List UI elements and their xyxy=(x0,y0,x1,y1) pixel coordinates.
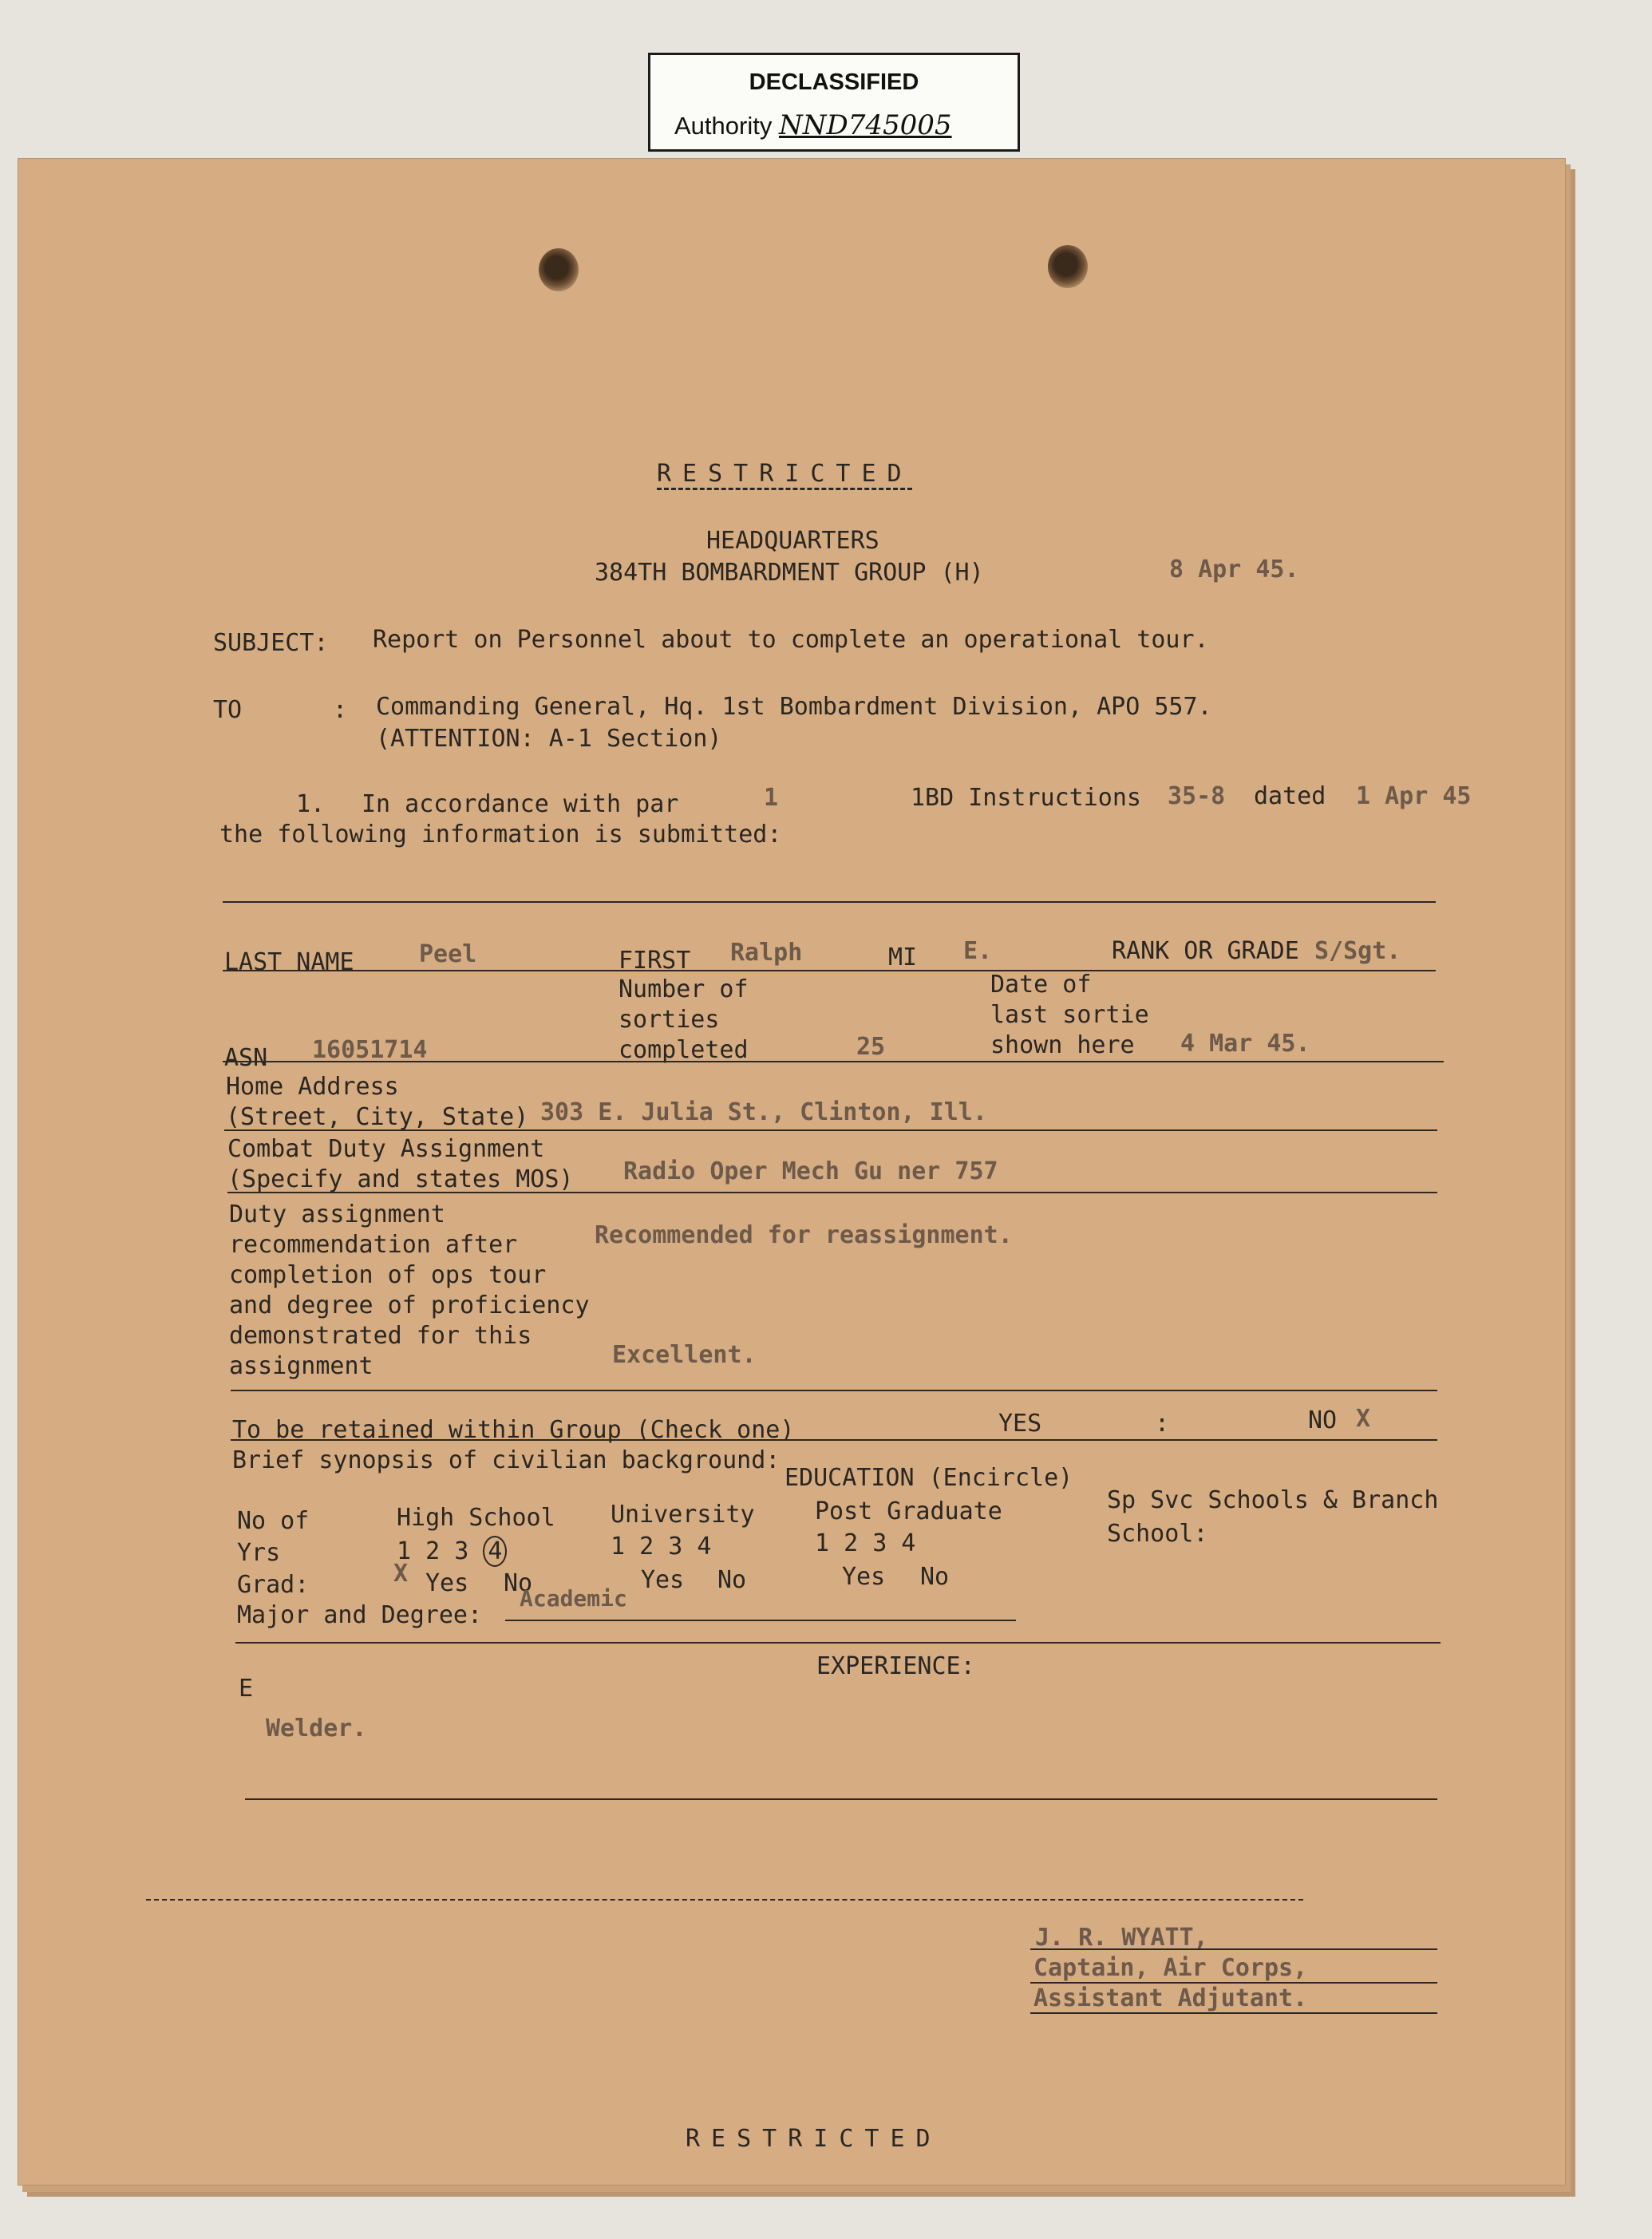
para-text-a: In accordance with par xyxy=(362,790,679,818)
authority-label: Authority xyxy=(674,112,773,140)
rank-value: S/Sgt. xyxy=(1314,937,1401,965)
hs-year-3: 3 xyxy=(454,1537,469,1565)
experience-value: Welder. xyxy=(266,1715,367,1743)
sorties-value: 25 xyxy=(856,1033,886,1061)
para-instructions-number: 35-8 xyxy=(1168,782,1226,810)
rule-duty-row xyxy=(231,1390,1437,1391)
signature-title-1: Captain, Air Corps, xyxy=(1033,1954,1308,1982)
experience-label: EXPERIENCE: xyxy=(816,1652,975,1680)
home-address-value: 303 E. Julia St., Clinton, Ill. xyxy=(540,1098,987,1126)
subject-text: Report on Personnel about to complete an operational tour. xyxy=(373,626,1209,654)
asn-value: 16051714 xyxy=(312,1036,428,1064)
last-name-label: LAST NAME xyxy=(224,948,354,976)
rule-name-row xyxy=(223,970,1436,971)
high-school-grad-mark: X xyxy=(393,1560,409,1588)
rule-experience-row xyxy=(245,1798,1437,1800)
experience-e-mark: E xyxy=(239,1675,254,1703)
combat-duty-value: Radio Oper Mech Gu ner 757 xyxy=(623,1157,998,1185)
to-line-2: (ATTENTION: A-1 Section) xyxy=(376,725,722,753)
first-name-value: Ralph xyxy=(730,939,803,967)
last-sortie-label-3: shown here xyxy=(990,1031,1135,1059)
high-school-years xyxy=(397,1537,507,1565)
form-top-rule xyxy=(223,901,1436,903)
proficiency-value: Excellent. xyxy=(612,1341,757,1369)
major-degree-label: Major and Degree: xyxy=(237,1601,483,1629)
post-graduate-years: 1 2 3 4 xyxy=(815,1529,916,1557)
post-graduate-label: Post Graduate xyxy=(815,1497,1002,1525)
grad-label: Grad: xyxy=(237,1571,310,1599)
rule-combat-row xyxy=(227,1192,1437,1193)
combat-duty-label-2: (Specify and states MOS) xyxy=(227,1165,574,1193)
to-line-1: Commanding General, Hq. 1st Bombardment Division, APO 557. xyxy=(376,693,1212,721)
sorties-label-2: sorties xyxy=(619,1006,720,1034)
asn-label: ASN xyxy=(224,1044,268,1072)
restricted-footer: RESTRICTED xyxy=(686,2125,942,2153)
hs-year-1: 1 xyxy=(397,1537,412,1565)
rule-signature-3 xyxy=(1030,2012,1437,2014)
rule-retain-row xyxy=(231,1439,1437,1441)
duty-label-3: completion of ops tour xyxy=(229,1261,547,1289)
rank-label: RANK OR GRADE xyxy=(1112,937,1299,965)
home-address-label-2: (Street, City, State) xyxy=(226,1103,529,1131)
para-text-b: 1BD Instructions xyxy=(911,784,1141,812)
sorties-label-1: Number of xyxy=(619,975,749,1003)
para-dated-value: 1 Apr 45 xyxy=(1356,782,1472,810)
post-graduate-yes: Yes xyxy=(842,1563,886,1591)
rule-separator xyxy=(146,1899,1303,1901)
to-colon: : xyxy=(333,696,348,724)
high-school-yes: Yes xyxy=(425,1569,469,1597)
sp-svc-label-1: Sp Svc Schools & Branch xyxy=(1107,1486,1439,1514)
to-label: TO xyxy=(213,696,243,724)
rule-major-degree xyxy=(505,1620,1016,1621)
hs-year-2: 2 xyxy=(425,1537,441,1565)
university-years: 1 2 3 4 xyxy=(611,1533,712,1561)
post-graduate-no: No xyxy=(920,1563,950,1591)
university-no: No xyxy=(717,1566,747,1594)
duty-label-2: recommendation after xyxy=(229,1231,518,1259)
duty-label-5: demonstrated for this xyxy=(229,1322,532,1350)
last-sortie-label-2: last sortie xyxy=(990,1001,1149,1029)
signature-name: J. R. WYATT, xyxy=(1035,1924,1208,1952)
yrs-label-1: No of xyxy=(237,1507,310,1535)
home-address-label-1: Home Address xyxy=(226,1073,399,1101)
para-par-value: 1 xyxy=(764,784,779,812)
university-yes: Yes xyxy=(641,1566,685,1594)
retain-label: To be retained within Group (Check one) xyxy=(232,1416,795,1444)
rule-home-row xyxy=(224,1129,1437,1131)
declassified-label: DECLASSIFIED xyxy=(749,69,919,95)
punch-hole-right xyxy=(1048,245,1088,288)
university-label: University xyxy=(611,1501,755,1529)
recommendation-value: Recommended for reassignment. xyxy=(595,1221,1013,1249)
rule-signature-1 xyxy=(1030,1948,1437,1950)
sp-svc-label-2: School: xyxy=(1107,1520,1208,1548)
retain-yes: YES xyxy=(998,1410,1042,1438)
declassified-stamp xyxy=(648,53,1020,152)
para-number: 1. xyxy=(296,790,326,818)
retain-colon: : xyxy=(1155,1410,1170,1438)
sorties-label-3: completed xyxy=(619,1036,749,1064)
high-school-no: No xyxy=(504,1569,533,1597)
document-page xyxy=(18,158,1566,2186)
yrs-label-2: Yrs xyxy=(237,1539,281,1567)
mi-value: E. xyxy=(963,937,993,965)
authority-value: NND745005 xyxy=(778,109,952,141)
duty-label-4: and degree of proficiency xyxy=(229,1292,590,1319)
last-sortie-label-1: Date of xyxy=(990,971,1092,999)
major-degree-value: Academic xyxy=(520,1585,627,1612)
education-label: EDUCATION (Encircle) xyxy=(785,1464,1073,1492)
hs-year-4-circled: 4 xyxy=(483,1536,507,1567)
authority-line xyxy=(674,109,952,141)
punch-hole-left xyxy=(539,248,579,291)
high-school-label: High School xyxy=(397,1504,555,1532)
retain-no: NO xyxy=(1308,1406,1338,1434)
last-name-value: Peel xyxy=(419,940,477,968)
retain-no-mark: X xyxy=(1356,1405,1371,1433)
synopsis-label: Brief synopsis of civilian background: xyxy=(232,1446,781,1474)
rule-education-row xyxy=(235,1642,1441,1644)
restricted-header: RESTRICTED xyxy=(657,460,913,488)
first-name-label: FIRST xyxy=(619,947,691,975)
headquarters-label: HEADQUARTERS xyxy=(706,527,879,555)
combat-duty-label-1: Combat Duty Assignment xyxy=(227,1135,545,1163)
para-line-2: the following information is submitted: xyxy=(219,821,782,849)
signature-title-2: Assistant Adjutant. xyxy=(1033,1984,1308,2012)
rule-signature-2 xyxy=(1030,1982,1437,1984)
rule-asn-row xyxy=(223,1061,1444,1062)
duty-label-1: Duty assignment xyxy=(229,1201,445,1228)
unit-name: 384TH BOMBARDMENT GROUP (H) xyxy=(595,559,984,587)
duty-label-6: assignment xyxy=(229,1352,373,1380)
para-text-c: dated xyxy=(1254,782,1326,810)
document-date: 8 Apr 45. xyxy=(1169,556,1299,583)
last-sortie-value: 4 Mar 45. xyxy=(1180,1030,1310,1058)
mi-label: MI xyxy=(888,943,918,971)
subject-label: SUBJECT: xyxy=(213,629,329,657)
